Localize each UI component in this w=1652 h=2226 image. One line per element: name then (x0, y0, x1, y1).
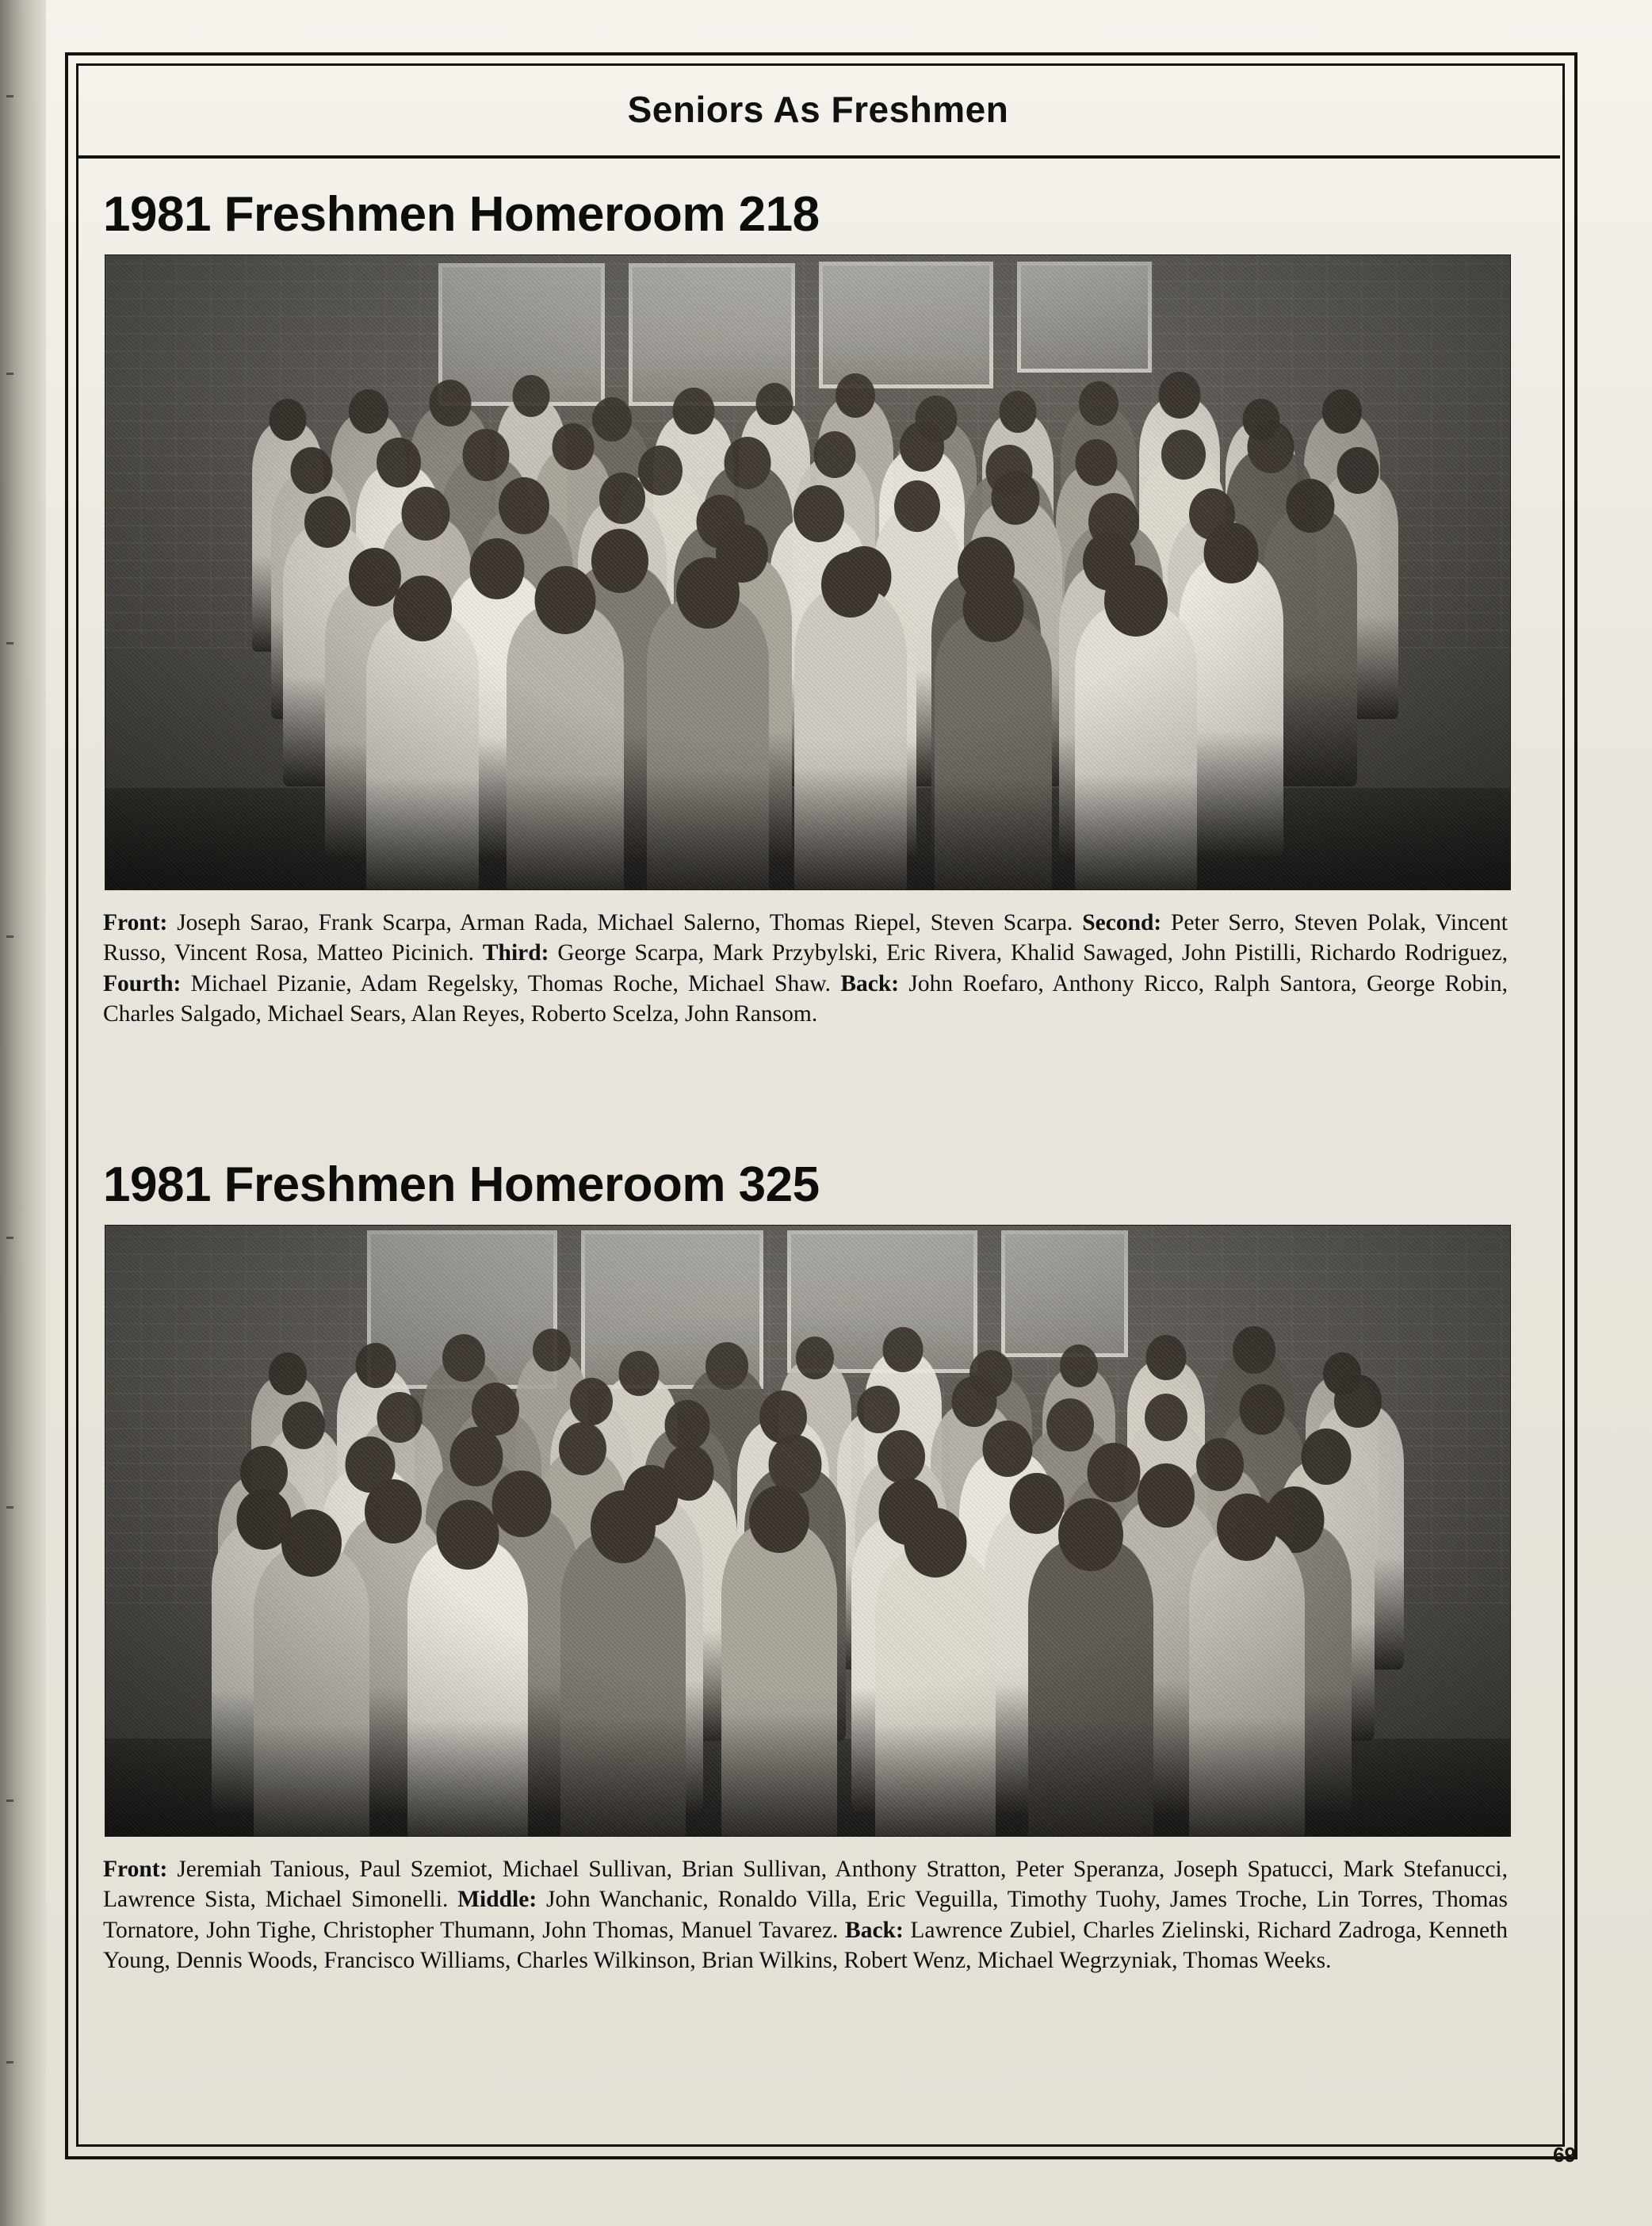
caption-row-label: Back: (840, 970, 909, 996)
caption-row-label: Second: (1082, 910, 1172, 936)
page-number: 69 (1553, 2143, 1576, 2167)
caption-names: Joseph Sarao, Frank Scarpa, Arman Rada, Michael Salerno, Thomas Riepel, Steven Scarpa. (177, 910, 1083, 936)
section-title: 1981 Freshmen Homeroom 325 (103, 1157, 820, 1212)
caption-names: Peter Serro, Steven Polak, Vincent Russo, Vincent Rosa, Matteo Picinich. (103, 910, 1509, 966)
section-title: 1981 Freshmen Homeroom 218 (103, 187, 820, 242)
caption-row-label: Middle: (457, 1887, 547, 1913)
caption-row-label: Front: (103, 1857, 178, 1883)
caption-row-label: Fourth: (103, 970, 191, 996)
caption-names: Michael Pizanie, Adam Regelsky, Thomas Roche, Michael Shaw. (190, 970, 841, 996)
caption-names: Jeremiah Tanious, Paul Szemiot, Michael Sullivan, Brian Sullivan, Anthony Stratton, Peter Speranza, Joseph Spatucci, Mark Stefanucci, Lawrence Sista, Michael Simonelli. (103, 1857, 1509, 1913)
caption-row-label: Back: (845, 1917, 911, 1943)
section-homeroom-218 (103, 189, 1530, 1029)
caption-names: Lawrence Zubiel, Charles Zielinski, Richard Zadroga, Kenneth Young, Dennis Woods, Francisco Williams, Charles Wilkinson, Brian Wilkins, Robert Wenz, Michael Wegrzyniak, Thomas Weeks. (103, 1917, 1508, 1974)
caption-names: George Scarpa, Mark Przybylski, Eric Rivera, Khalid Sawaged, John Pistilli, Richardo Rodriguez, (557, 940, 1508, 966)
page-banner (76, 63, 1560, 159)
photo-caption (103, 1854, 1508, 1975)
caption-names: John Wanchanic, Ronaldo Villa, Eric Veguilla, Timothy Tuohy, James Troche, Lin Torres, Thomas Tornatore, John Tighe, Christopher Thumann, John Thomas, Manuel Tavarez. (103, 1887, 1509, 1943)
photo-caption (103, 908, 1508, 1029)
gutter-tick-marks (6, 0, 17, 2226)
homeroom-218-class-photo (105, 254, 1511, 890)
caption-row-label: Third: (482, 940, 558, 966)
caption-row-label: Front: (103, 910, 178, 936)
page-title: Seniors As Freshmen (627, 89, 1009, 130)
caption-names: John Roefaro, Anthony Ricco, Ralph Santora, George Robin, Charles Salgado, Michael Sears, Alan Reyes, Roberto Scelza, John Ransom. (103, 970, 1508, 1027)
section-homeroom-325 (103, 1159, 1530, 1975)
homeroom-325-class-photo (105, 1225, 1511, 1837)
